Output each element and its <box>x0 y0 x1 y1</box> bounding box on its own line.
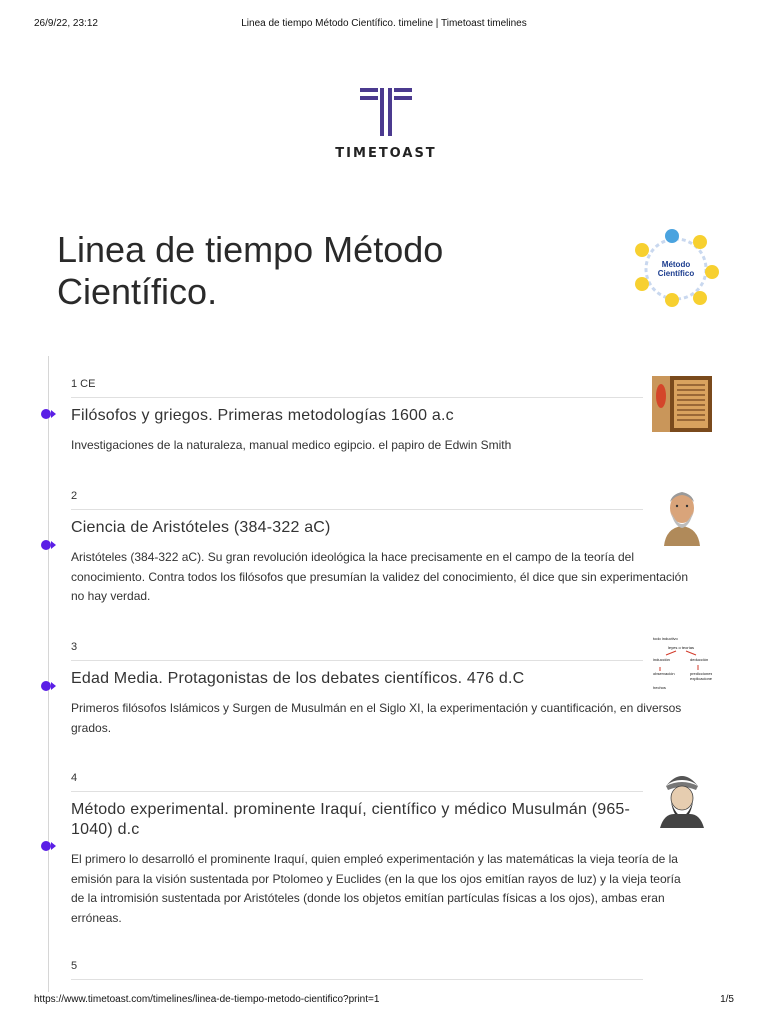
event-date: 4 <box>71 772 78 784</box>
event-description: Investigaciones de la naturaleza, manual medico egipcio. el papiro de Edwin Smith <box>71 438 512 452</box>
event-image-diagram <box>652 635 712 698</box>
diagram-label: leyes o teorías <box>668 645 695 650</box>
timeline-event <box>71 772 712 928</box>
timeline-dot-arrow <box>51 842 56 850</box>
event-description: Primeros filósofos Islámicos y Surgen de Musulmán en el Siglo XI, la experimentación y cuantificación, en diversos grados. <box>71 701 682 735</box>
event-title: Método experimental. prominente Iraquí, científico y médico Musulmán (965-1040) d.c <box>71 801 631 838</box>
event-divider <box>71 397 643 398</box>
timeline-dot-arrow <box>51 682 56 690</box>
event-title: Filósofos y griegos. Primeras metodologías 1600 a.c <box>71 407 454 424</box>
event-date: 3 <box>71 641 78 653</box>
diagram-label: predicciones <box>690 671 712 676</box>
timetoast-logo[interactable] <box>334 88 438 161</box>
event-date: 1 CE <box>71 378 96 390</box>
timeline-line <box>48 356 49 992</box>
timeline-event <box>71 960 712 980</box>
event-divider <box>71 791 643 792</box>
event-description: Aristóteles (384-322 aC). Su gran revolución ideológica la hace precisamente en el campo de la teoría del conocimiento. Contra todos los filósofos que presumían la validez del conocimiento, él dice que sin experimentación no hay verdad. <box>71 550 689 603</box>
diagram-label: todo inductivo <box>653 636 678 641</box>
timeline-event <box>71 490 712 607</box>
event-divider <box>71 979 643 980</box>
event-image-scholar <box>652 768 712 833</box>
timeline-dot <box>41 540 51 550</box>
timeline-dot <box>41 409 51 419</box>
title-image <box>632 228 720 310</box>
diagram-label: inducción <box>653 657 670 662</box>
event-divider <box>71 660 643 661</box>
page-number: 1/5 <box>720 994 734 1005</box>
event-description: El primero lo desarrolló el prominente Iraquí, quien empleó experimentación y las matemáticas la vieja teoría de la emisión para la visión sustentada por Ptolomeo y Euclides (en la que los ojos emitían rayos de luz) y la vieja teoría de la intromisión sustentada por Aristóteles (donde los objetos emitían partículas físicas a los ojos), ambas eran erróneas. <box>71 852 681 925</box>
diagram-label: hechos <box>653 685 666 690</box>
timeline-dot <box>41 841 51 851</box>
event-image-aristotle <box>652 486 712 551</box>
event-image-papyrus <box>652 376 712 437</box>
smiley-icon <box>665 229 679 243</box>
timeline-event <box>71 378 712 456</box>
event-title: Ciencia de Aristóteles (384-322 aC) <box>71 519 331 536</box>
event-date: 5 <box>71 960 78 972</box>
print-footer <box>34 994 734 1008</box>
event-title: Edad Media. Protagonistas de los debates científicos. 476 d.C <box>71 670 525 687</box>
title-image-label-2: Científico <box>657 269 695 278</box>
timetoast-logo-icon <box>360 88 412 136</box>
print-document-title: Linea de tiempo Método Científico. timeline | Timetoast timelines <box>241 18 527 29</box>
timeline-dot <box>41 681 51 691</box>
diagram-label: observación <box>653 671 675 676</box>
event-date: 2 <box>71 490 78 502</box>
timeline-dot-arrow <box>51 541 56 549</box>
title-image-label-1: Método <box>661 260 691 269</box>
diagram-label: explicaciones <box>690 676 712 681</box>
event-divider <box>71 509 643 510</box>
timeline-dot-arrow <box>51 410 56 418</box>
diagram-label: deducción <box>690 657 709 662</box>
timeline-event <box>71 636 712 738</box>
print-url[interactable]: https://www.timetoast.com/timelines/linea-de-tiempo-metodo-cientifico?print=1 <box>34 994 380 1005</box>
print-header <box>34 18 734 32</box>
logo-wordmark: TIMETOAST <box>335 146 437 161</box>
page-title: Linea de tiempo Método Científico. <box>57 229 444 312</box>
print-date: 26/9/22, 23:12 <box>34 18 98 29</box>
